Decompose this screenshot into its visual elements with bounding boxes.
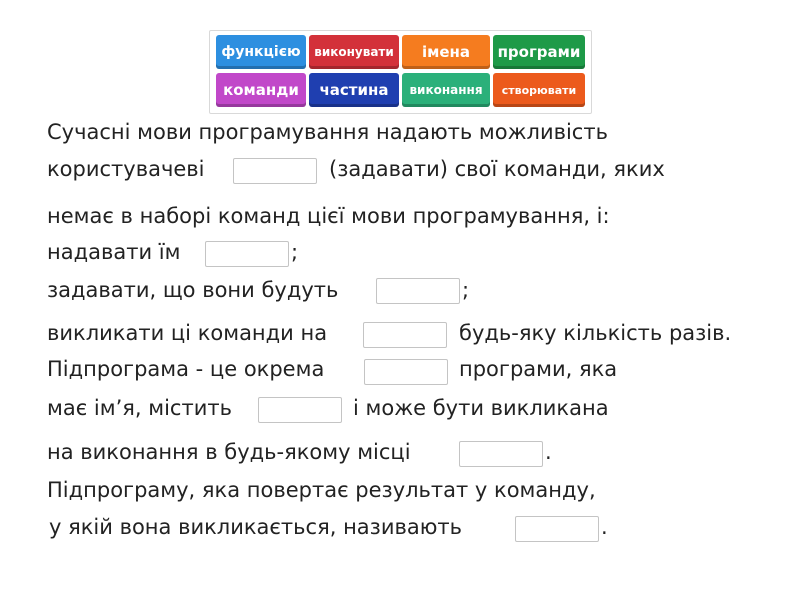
word-tile-7[interactable]: створювати bbox=[493, 73, 585, 107]
text-line-5-end: ; bbox=[462, 278, 470, 302]
text-line-2-end: (задавати) свої команди, яких bbox=[329, 157, 665, 181]
text-line-1: Сучасні мови програмування надають можливість bbox=[47, 120, 608, 144]
answer-slot-7[interactable] bbox=[459, 441, 543, 467]
word-tile-1[interactable]: виконувати bbox=[309, 35, 399, 69]
word-tile-6[interactable]: виконання bbox=[402, 73, 490, 107]
text-line-4-start: надавати їм bbox=[47, 240, 181, 264]
text-line-3: немає в наборі команд цієї мови програмування, і: bbox=[47, 204, 610, 228]
word-tile-5[interactable]: частина bbox=[309, 73, 399, 107]
answer-slot-4[interactable] bbox=[363, 322, 447, 348]
text-line-7-end: програми, яка bbox=[459, 357, 618, 381]
text-line-4-end: ; bbox=[291, 240, 299, 264]
text-line-7-start: Підпрограма - це окрема bbox=[47, 357, 325, 381]
word-tile-3[interactable]: програми bbox=[493, 35, 585, 69]
answer-slot-8[interactable] bbox=[515, 516, 599, 542]
word-tile-0[interactable]: функцією bbox=[216, 35, 306, 69]
text-line-11-end: . bbox=[601, 515, 608, 539]
word-bank bbox=[209, 30, 592, 114]
answer-slot-1[interactable] bbox=[233, 158, 317, 184]
text-line-9-start: на виконання в будь-якому місці bbox=[47, 440, 411, 464]
answer-slot-2[interactable] bbox=[205, 241, 289, 267]
text-line-5-start: задавати, що вони будуть bbox=[47, 278, 339, 302]
word-tile-4[interactable]: команди bbox=[216, 73, 306, 107]
text-line-2-start: користувачеві bbox=[47, 157, 205, 181]
answer-slot-6[interactable] bbox=[258, 397, 342, 423]
text-line-8-end: і може бути викликана bbox=[353, 396, 609, 420]
text-line-9-end: . bbox=[545, 440, 552, 464]
text-line-8-start: має ім’я, містить bbox=[47, 396, 232, 420]
answer-slot-3[interactable] bbox=[376, 278, 460, 304]
word-tile-2[interactable]: імена bbox=[402, 35, 490, 69]
answer-slot-5[interactable] bbox=[364, 359, 448, 385]
text-line-11-start: у якій вона викликається, називають bbox=[49, 515, 463, 539]
text-line-10: Підпрограму, яка повертає результат у команду, bbox=[47, 478, 596, 502]
text-line-6-start: викликати ці команди на bbox=[47, 321, 328, 345]
text-line-6-end: будь-яку кількість разів. bbox=[459, 321, 732, 345]
